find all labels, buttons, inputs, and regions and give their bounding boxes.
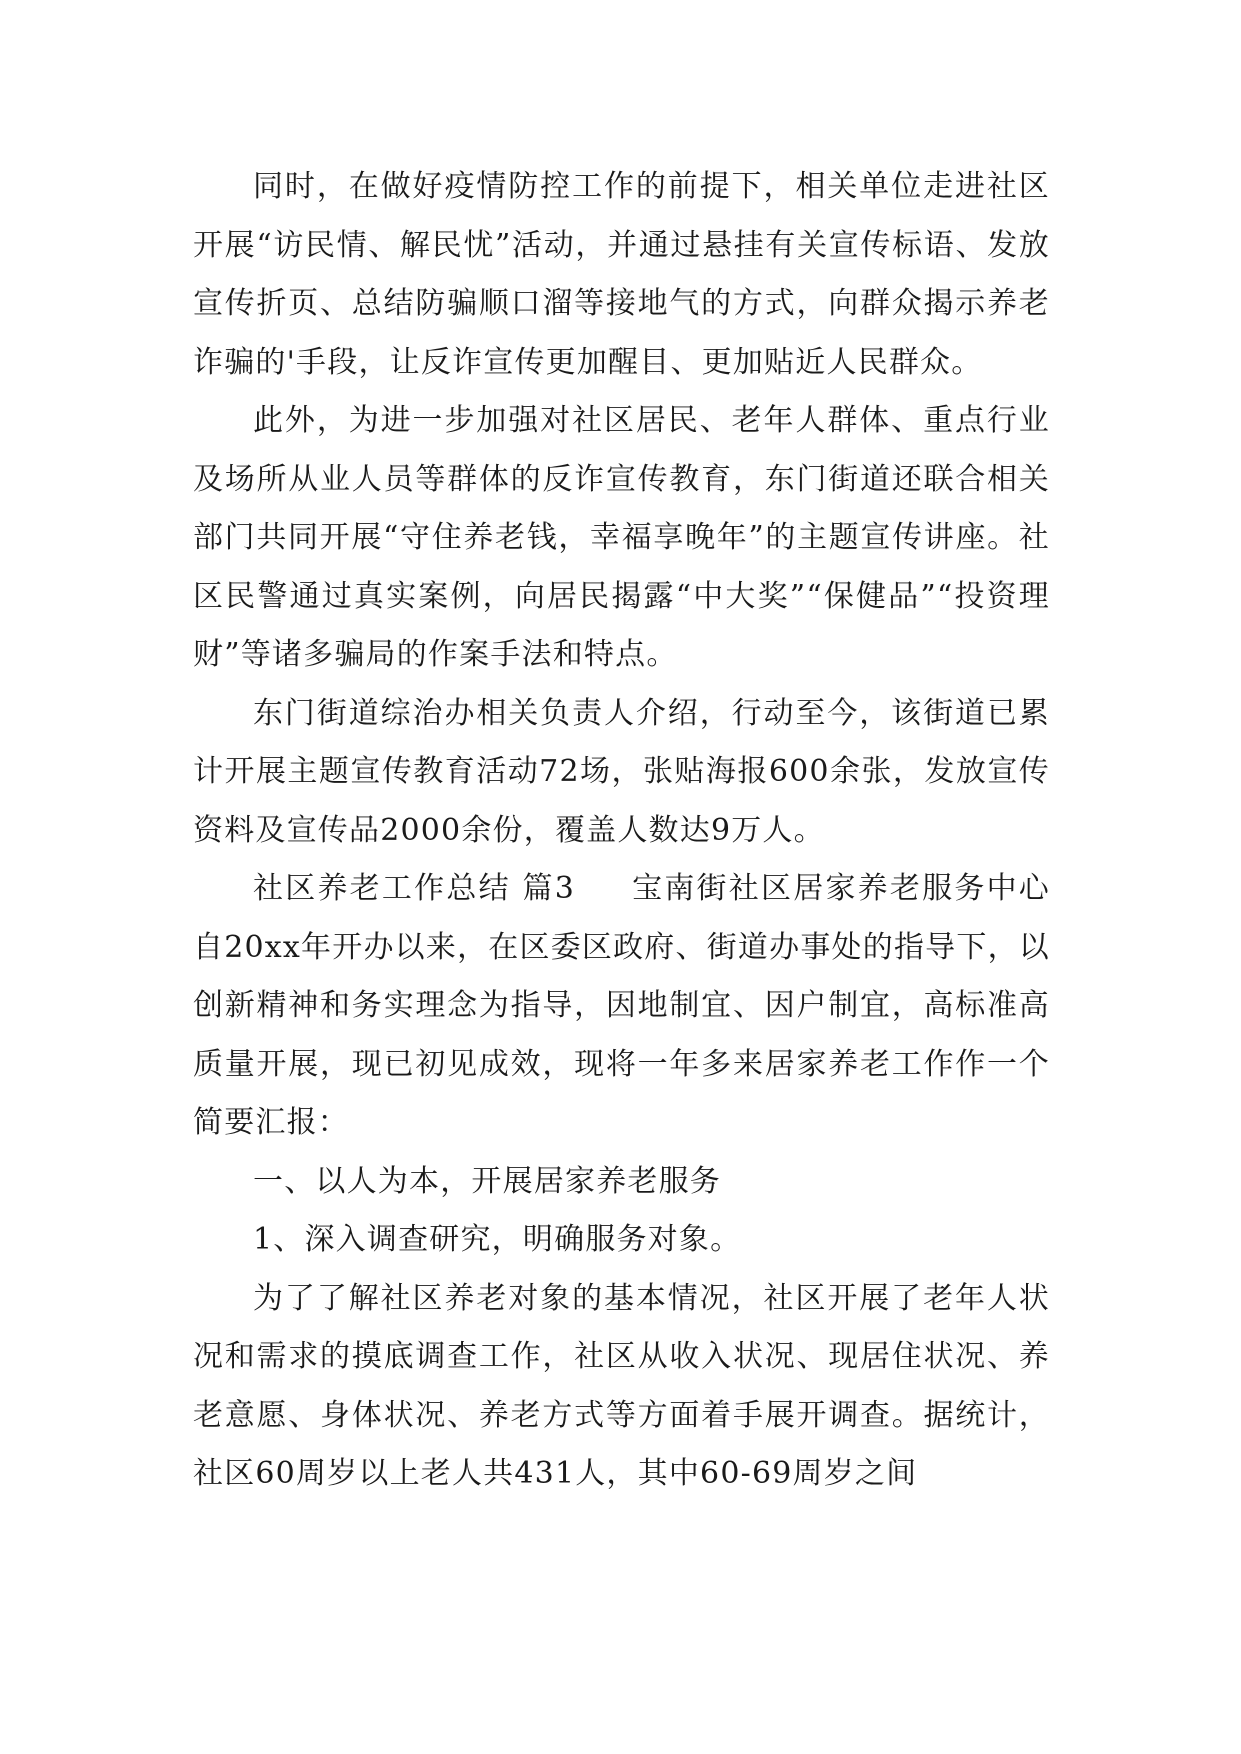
paragraph-lecture: 此外，为进一步加强对社区居民、老年人群体、重点行业及场所从业人员等群体的反诈宣传教育，东门街道还联合相关部门共同开展“守住养老钱，幸福享晚年”的主题宣传讲座。社区民警通过真实案例，向居民揭露“中大奖”“保健品”“投资理财”等诸多骗局的作案手法和特点。 <box>193 403 1050 672</box>
section-intro: 宝南街社区居家养老服务中心自20xx年开办以来，在区委区政府、街道办事处的指导下，以创新精神和务实理念为指导，因地制宜、因户制宜，高标准高质量开展，现已初见成效，现将一年多来居家养老工作作一个简要汇报： <box>193 871 1050 1140</box>
paragraph-prevention: 同时，在做好疫情防控工作的前提下，相关单位走进社区开展“访民情、解民忧”活动，并通过悬挂有关宣传标语、发放宣传折页、总结防骗顺口溜等接地气的方式，向群众揭示养老诈骗的'手段，让反诈宣传更加醒目、更加贴近人民群众。 <box>193 169 1050 380</box>
paragraph-survey: 为了了解社区养老对象的基本情况，社区开展了老年人状况和需求的摸底调查工作，社区从收入状况、现居住状况、养老意愿、身体状况、养老方式等方面着手展开调查。据统计，社区60周岁以上老人共431人，其中60-69周岁之间 <box>193 1280 1050 1491</box>
section-title: 社区养老工作总结 篇3 <box>253 871 576 906</box>
paragraph-section-3 <box>193 860 1050 1153</box>
document-body <box>193 158 1050 1504</box>
heading-level-1: 一、以人为本，开展居家养老服务 <box>253 1163 721 1199</box>
paragraph-statistics: 东门街道综治办相关负责人介绍，行动至今，该街道已累计开展主题宣传教育活动72场，张贴海报600余张，发放宣传资料及宣传品2000余份，覆盖人数达9万人。 <box>193 695 1050 848</box>
heading-level-2: 1、深入调查研究，明确服务对象。 <box>253 1222 742 1257</box>
